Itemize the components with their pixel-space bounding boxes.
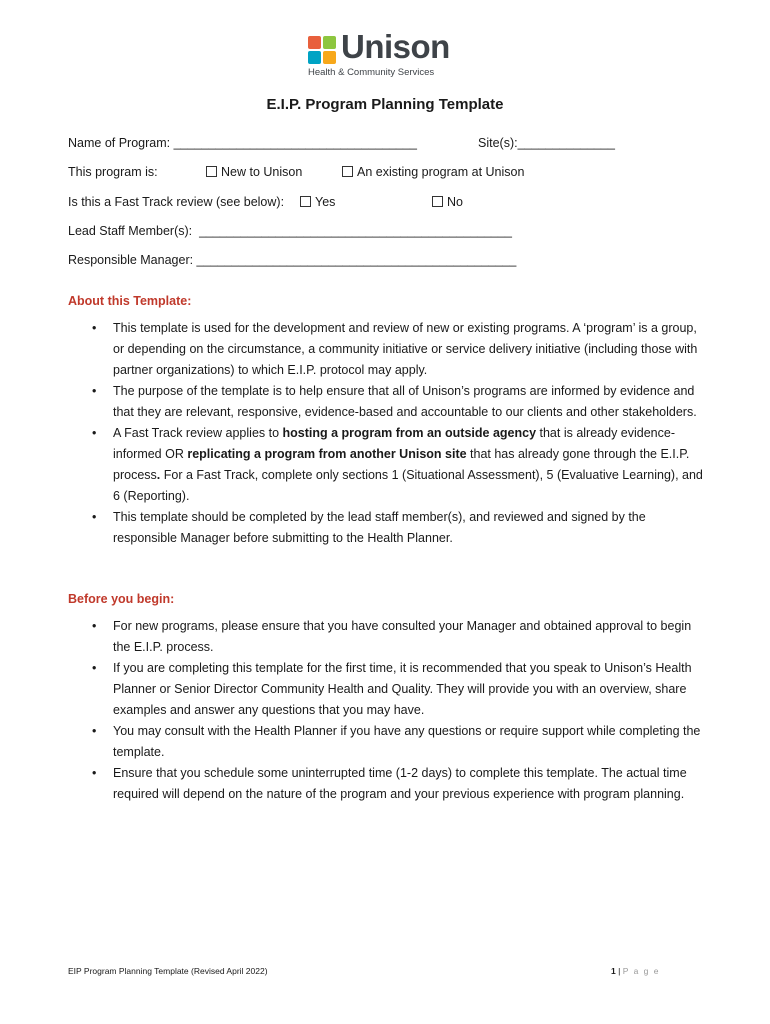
checkbox-icon[interactable] xyxy=(300,196,311,207)
text-run: A Fast Track review applies to xyxy=(113,426,283,440)
text-run: that has already gone through the E.I.P. process xyxy=(113,447,690,482)
page-number xyxy=(611,966,660,976)
page-num: 1 xyxy=(611,966,616,976)
page-word: P a g e xyxy=(622,966,660,976)
list-item: • For new programs, please ensure that you have consulted your Manager and obtained approval to begin the E.I.P. process. xyxy=(68,616,708,658)
list-item: • Ensure that you schedule some uninterrupted time (1-2 days) to complete this template. The actual time required will depend on the nature of the program and your previous experience with program planning. xyxy=(68,763,708,805)
new-to-unison-option[interactable] xyxy=(206,165,302,179)
existing-program-option[interactable] xyxy=(342,165,524,179)
program-is-label: This program is: xyxy=(68,165,158,179)
checkbox-icon[interactable] xyxy=(432,196,443,207)
sites-field[interactable]: Site(s):______________ xyxy=(478,136,615,150)
text-run: For a Fast Track, complete only sections 1 (Situational Assessment), 5 (Evaluative Learning), and 6 (Reporting). xyxy=(113,468,703,503)
fast-track-label: Is this a Fast Track review (see below): xyxy=(68,195,285,209)
logo-mark-icon xyxy=(308,36,338,66)
bold-text: replicating a program from another Unison site xyxy=(187,447,467,461)
list-item: • The purpose of the template is to help ensure that all of Unison’s programs are informed by evidence and that they are relevant, responsive, evidence-based and accountable to our clients and other stakeholders. xyxy=(68,381,708,423)
yes-label: Yes xyxy=(315,195,336,209)
bold-text: . xyxy=(156,468,161,482)
list-item: • This template is used for the development and review of new or existing programs. A ‘program’ is a group, or depending on the circumstance, a community initiative or service delivery initiative (including those with partner organizations) to which E.I.P. protocol may apply. xyxy=(68,318,708,381)
list-item: • This template should be completed by the lead staff member(s), and reviewed and signed by the responsible Manager before submitting to the Health Planner. xyxy=(68,507,708,549)
fast-track-no-option[interactable] xyxy=(432,195,463,209)
about-heading: About this Template: xyxy=(68,294,192,308)
logo-name: Unison xyxy=(341,28,450,65)
before-heading: Before you begin: xyxy=(68,592,175,606)
list-item: • If you are completing this template for the first time, it is recommended that you speak to Unison’s Health Planner or Senior Director Community Health and Quality. They will provide you with an overview, share examples and answer any questions that you may have. xyxy=(68,658,708,721)
unison-logo xyxy=(308,28,450,82)
bold-text: hosting a program from an outside agency xyxy=(282,426,537,440)
logo-tagline: Health & Community Services xyxy=(308,67,435,78)
before-list xyxy=(68,616,708,805)
list-item: • You may consult with the Health Planner if you have any questions or require support while completing the template. xyxy=(68,721,708,763)
footer-text: EIP Program Planning Template (Revised April 2022) xyxy=(68,966,268,976)
responsible-manager-field[interactable]: Responsible Manager: ______________________________________________ xyxy=(68,253,517,267)
checkbox-icon[interactable] xyxy=(342,166,353,177)
page-sep: | xyxy=(615,966,623,976)
about-list xyxy=(68,318,708,549)
checkbox-icon[interactable] xyxy=(206,166,217,177)
text-run: that is already evidence-informed OR xyxy=(113,426,675,461)
new-to-unison-label: New to Unison xyxy=(221,165,303,179)
list-item xyxy=(68,423,708,507)
no-label: No xyxy=(447,195,463,209)
fast-track-yes-option[interactable] xyxy=(300,195,335,209)
document-title: E.I.P. Program Planning Template xyxy=(266,96,504,113)
program-name-field[interactable]: Name of Program: ___________________________________ xyxy=(68,136,417,150)
existing-program-label: An existing program at Unison xyxy=(357,165,525,179)
lead-staff-field[interactable]: Lead Staff Member(s): _____________________________________________ xyxy=(68,224,512,238)
